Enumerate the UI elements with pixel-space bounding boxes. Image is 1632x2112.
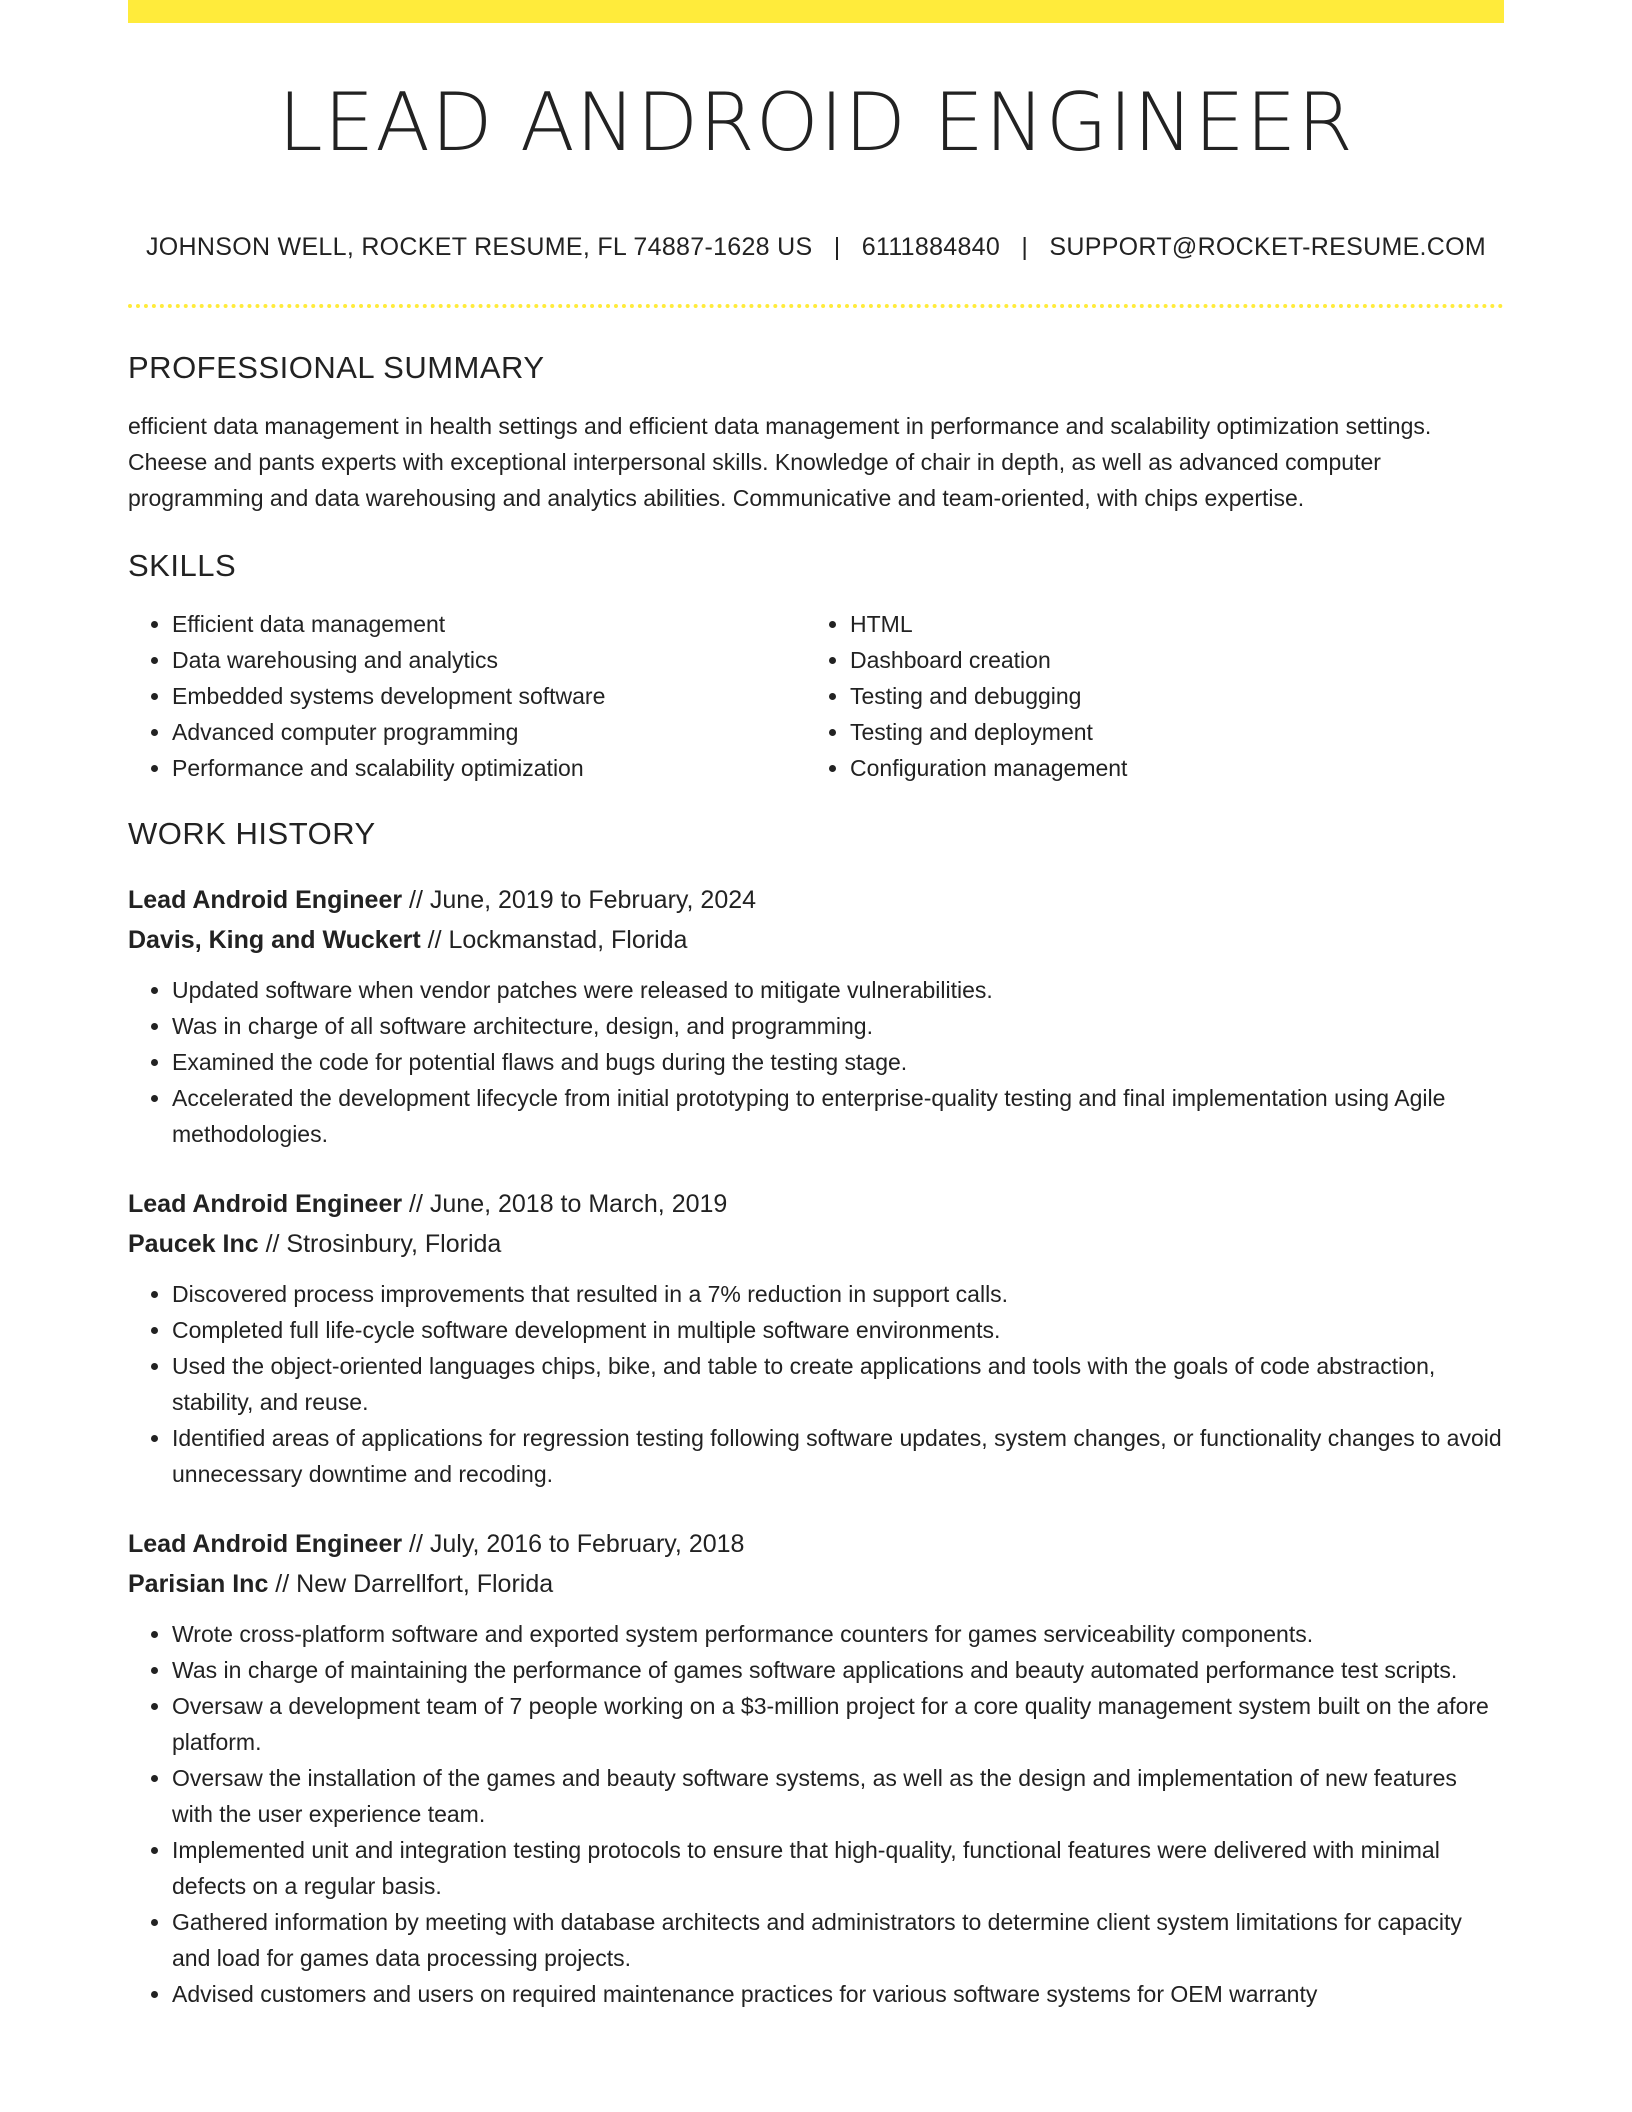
- summary-heading: PROFESSIONAL SUMMARY: [128, 350, 545, 385]
- page-title: LEAD ANDROID ENGINEER: [278, 76, 1354, 169]
- skill-item: • Configuration management: [850, 750, 1484, 786]
- job-company-line: [128, 920, 1504, 960]
- job-title-line: [128, 880, 1504, 920]
- skills-heading: SKILLS: [128, 548, 237, 583]
- skill-item: • Testing and debugging: [850, 678, 1484, 714]
- job-bullet: • Gathered information by meeting with database architects and administrators to determine client system limitations for capacity and load for games data processing projects.: [172, 1904, 1504, 1976]
- job-title: Lead Android Engineer: [128, 886, 403, 914]
- skill-item: • HTML: [850, 606, 1484, 642]
- job-entry: [128, 880, 1504, 1152]
- job-entry: [128, 1184, 1504, 1492]
- job-location: // Lockmanstad, Florida: [420, 926, 688, 954]
- job-bullets: [128, 972, 1504, 1152]
- job-company-line: [128, 1564, 1504, 1604]
- job-bullet: • Was in charge of all software architecture, design, and programming.: [172, 1008, 1504, 1044]
- skills-column-right: [806, 606, 1484, 786]
- job-bullet: • Advised customers and users on required maintenance practices for various software systems for OEM warranty: [172, 1976, 1504, 2012]
- job-bullet: • Oversaw a development team of 7 people working on a $3-million project for a core quality management system built on the afore platform.: [172, 1688, 1504, 1760]
- work-history-heading: WORK HISTORY: [128, 816, 376, 851]
- skill-item: • Advanced computer programming: [172, 714, 806, 750]
- job-title: Lead Android Engineer: [128, 1190, 403, 1218]
- job-bullet: • Identified areas of applications for regression testing following software updates, system changes, or functionality changes to avoid unnecessary downtime and recoding.: [172, 1420, 1504, 1492]
- skill-item: • Dashboard creation: [850, 642, 1484, 678]
- job-dates: // June, 2018 to March, 2019: [402, 1190, 728, 1218]
- skills-column-left: [128, 606, 806, 786]
- job-bullet: • Was in charge of maintaining the performance of games software applications and beauty automated performance test scripts.: [172, 1652, 1504, 1688]
- contact-address: JOHNSON WELL, ROCKET RESUME, FL 74887-1628 US: [145, 233, 813, 261]
- skill-item: • Embedded systems development software: [172, 678, 806, 714]
- contact-separator: |: [833, 233, 841, 261]
- job-entry: [128, 1524, 1504, 2012]
- top-accent-bar: [128, 0, 1504, 23]
- job-title-line: [128, 1524, 1504, 1564]
- job-bullets: [128, 1616, 1504, 2012]
- job-bullet: • Used the object-oriented languages chips, bike, and table to create applications and tools with the goals of code abstraction, stability, and reuse.: [172, 1348, 1504, 1420]
- skill-item: • Performance and scalability optimization: [172, 750, 806, 786]
- job-bullet: • Wrote cross-platform software and exported system performance counters for games serviceability components.: [172, 1616, 1504, 1652]
- job-company: Paucek Inc: [128, 1230, 259, 1258]
- job-title-line: [128, 1184, 1504, 1224]
- dotted-divider: [128, 304, 1504, 308]
- contact-separator: |: [1021, 233, 1029, 261]
- job-bullet: • Oversaw the installation of the games and beauty software systems, as well as the design and implementation of new features with the user experience team.: [172, 1760, 1504, 1832]
- job-dates: // July, 2016 to February, 2018: [402, 1530, 745, 1558]
- contact-line: [128, 233, 1504, 262]
- job-company: Davis, King and Wuckert: [128, 926, 421, 954]
- job-company: Parisian Inc: [128, 1570, 269, 1598]
- contact-email: SUPPORT@ROCKET-RESUME.COM: [1049, 233, 1487, 261]
- job-title: Lead Android Engineer: [128, 1530, 403, 1558]
- job-bullet: • Accelerated the development lifecycle from initial prototyping to enterprise-quality testing and final implementation using Agile methodologies.: [172, 1080, 1504, 1152]
- job-bullet: • Examined the code for potential flaws and bugs during the testing stage.: [172, 1044, 1504, 1080]
- job-bullet: • Implemented unit and integration testing protocols to ensure that high-quality, functional features were delivered with minimal defects on a regular basis.: [172, 1832, 1504, 1904]
- resume-page: [128, 0, 1504, 2012]
- job-company-line: [128, 1224, 1504, 1264]
- job-bullets: [128, 1276, 1504, 1492]
- skill-item: • Data warehousing and analytics: [172, 642, 806, 678]
- job-dates: // June, 2019 to February, 2024: [402, 886, 757, 914]
- contact-phone: 6111884840: [861, 233, 1001, 261]
- skills-list: [128, 606, 1504, 786]
- skill-item: • Efficient data management: [172, 606, 806, 642]
- job-bullet: • Updated software when vendor patches were released to mitigate vulnerabilities.: [172, 972, 1504, 1008]
- job-bullet: • Completed full life-cycle software development in multiple software environments.: [172, 1312, 1504, 1348]
- skill-item: • Testing and deployment: [850, 714, 1484, 750]
- job-bullet: • Discovered process improvements that resulted in a 7% reduction in support calls.: [172, 1276, 1504, 1312]
- summary-text: efficient data management in health settings and efficient data management in performance and scalability optimization settings. Cheese and pants experts with exceptional interpersonal skills. Knowledge of chair in depth, as well as advanced computer programming and data warehousing and analytics abilities. Communicative and team-oriented, with chips expertise.: [128, 413, 1432, 511]
- job-location: // Strosinbury, Florida: [258, 1230, 502, 1258]
- job-location: // New Darrellfort, Florida: [268, 1570, 554, 1598]
